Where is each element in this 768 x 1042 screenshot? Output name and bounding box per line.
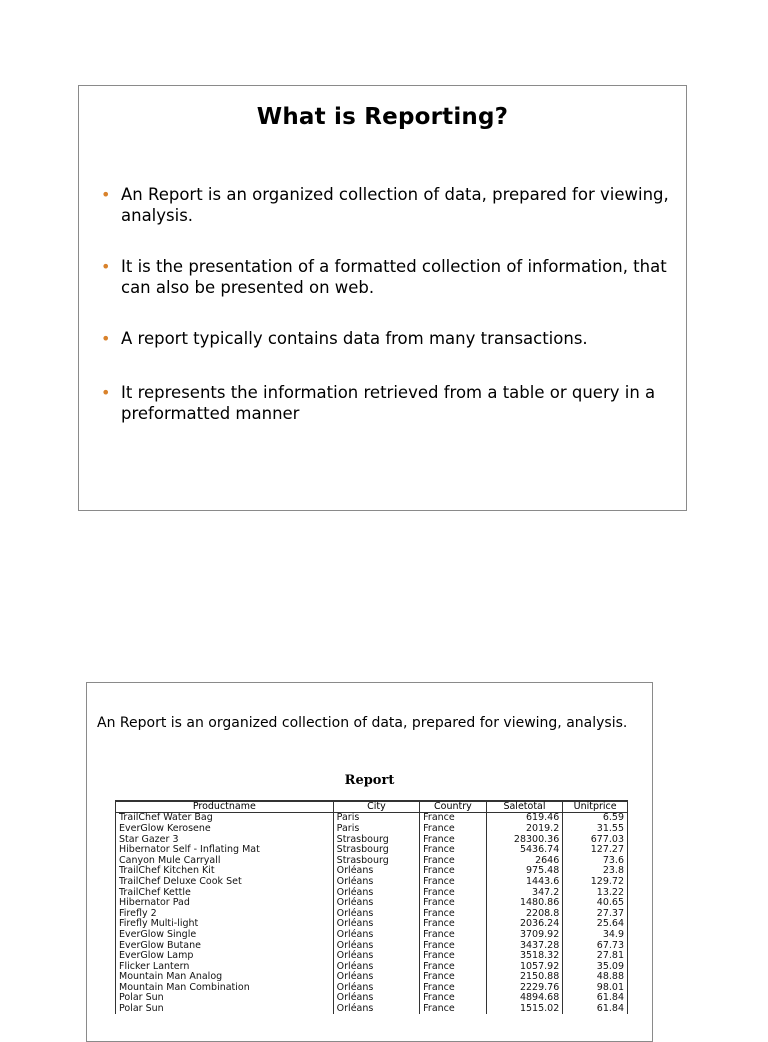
column-header: Unitprice [563, 801, 628, 813]
table-cell: 975.48 [486, 866, 563, 877]
column-header: Productname [116, 801, 334, 813]
table-cell: Strasbourg [333, 845, 419, 856]
table-cell: Canyon Mule Carryall [116, 855, 334, 866]
table-cell: 4894.68 [486, 993, 563, 1004]
bullet-text: A report typically contains data from many transactions. [121, 329, 588, 348]
table-cell: Mountain Man Combination [116, 983, 334, 994]
table-row [116, 845, 628, 856]
table-cell: 98.01 [563, 983, 628, 994]
table-cell: Strasbourg [333, 855, 419, 866]
table-cell: Orléans [333, 887, 419, 898]
table-cell: 5436.74 [486, 845, 563, 856]
table-cell: France [420, 824, 487, 835]
table-cell: France [420, 813, 487, 824]
table-cell: 2208.8 [486, 908, 563, 919]
table-cell: 48.88 [563, 972, 628, 983]
table-cell: 677.03 [563, 834, 628, 845]
table-cell: 127.27 [563, 845, 628, 856]
table-cell: France [420, 887, 487, 898]
bullet-icon: • [101, 329, 111, 348]
column-header: Saletotal [486, 801, 563, 813]
table-cell: Orléans [333, 930, 419, 941]
table-cell: 27.81 [563, 951, 628, 962]
table-cell: EverGlow Kerosene [116, 824, 334, 835]
table-cell: 23.8 [563, 866, 628, 877]
table-cell: 2150.88 [486, 972, 563, 983]
bullet-item [99, 382, 674, 424]
bullet-icon: • [101, 257, 111, 276]
table-cell: Polar Sun [116, 1004, 334, 1015]
table-cell: Orléans [333, 940, 419, 951]
table-cell: France [420, 972, 487, 983]
table-cell: France [420, 898, 487, 909]
table-cell: 1480.86 [486, 898, 563, 909]
table-cell: France [420, 930, 487, 941]
table-cell: EverGlow Butane [116, 940, 334, 951]
table-cell: TrailChef Water Bag [116, 813, 334, 824]
table-cell: Orléans [333, 972, 419, 983]
table-cell: 1515.02 [486, 1004, 563, 1015]
table-cell: 3437.28 [486, 940, 563, 951]
column-header: City [333, 801, 419, 813]
report-title: Report [344, 773, 395, 788]
table-cell: France [420, 919, 487, 930]
table-cell: Strasbourg [333, 834, 419, 845]
table-cell: Paris [333, 824, 419, 835]
slide [78, 85, 687, 511]
table-cell: EverGlow Single [116, 930, 334, 941]
bullet-text: It is the presentation of a formatted collection of information, that can also be presented on web. [121, 257, 667, 297]
table-cell: Firefly Multi-light [116, 919, 334, 930]
table-cell: France [420, 866, 487, 877]
table-cell: 347.2 [486, 887, 563, 898]
table-cell: 1443.6 [486, 877, 563, 888]
bullet-text: An Report is an organized collection of data, prepared for viewing, analysis. [121, 185, 669, 225]
table-cell: Star Gazer 3 [116, 834, 334, 845]
table-row [116, 919, 628, 930]
table-cell: 27.37 [563, 908, 628, 919]
table-row [116, 866, 628, 877]
table-cell: EverGlow Lamp [116, 951, 334, 962]
table-cell: Orléans [333, 1004, 419, 1015]
table-cell: Orléans [333, 961, 419, 972]
table-cell: France [420, 961, 487, 972]
table-cell: 619.46 [486, 813, 563, 824]
table-cell: 2646 [486, 855, 563, 866]
table-cell: 2019.2 [486, 824, 563, 835]
table-row [116, 930, 628, 941]
table-cell: 25.64 [563, 919, 628, 930]
table-cell: Orléans [333, 877, 419, 888]
bullet-list [99, 184, 674, 454]
table-cell: France [420, 877, 487, 888]
table-cell: France [420, 951, 487, 962]
doc-intro-text: An Report is an organized collection of data, prepared for viewing, analysis. [97, 715, 628, 731]
table-cell: 73.6 [563, 855, 628, 866]
bullet-item [99, 184, 674, 226]
table-cell: TrailChef Kitchen Kit [116, 866, 334, 877]
table-row [116, 972, 628, 983]
table-cell: Orléans [333, 951, 419, 962]
bullet-item [99, 328, 674, 349]
table-cell: France [420, 834, 487, 845]
table-cell: Hibernator Self - Inflating Mat [116, 845, 334, 856]
table-cell: Orléans [333, 983, 419, 994]
table-cell: France [420, 855, 487, 866]
table-cell: Mountain Man Analog [116, 972, 334, 983]
table-row [116, 824, 628, 835]
table-cell: France [420, 993, 487, 1004]
bullet-item [99, 256, 674, 298]
report-document [86, 682, 653, 1042]
table-row [116, 1004, 628, 1015]
table-cell: TrailChef Deluxe Cook Set [116, 877, 334, 888]
table-cell: 3709.92 [486, 930, 563, 941]
table-cell: Polar Sun [116, 993, 334, 1004]
table-cell: 3518.32 [486, 951, 563, 962]
table-row [116, 813, 628, 824]
report-table [115, 800, 628, 1014]
column-header: Country [420, 801, 487, 813]
table-cell: France [420, 983, 487, 994]
table-cell: Orléans [333, 993, 419, 1004]
report-body [116, 813, 628, 1015]
bullet-icon: • [101, 185, 111, 204]
table-row [116, 877, 628, 888]
table-cell: 35.09 [563, 961, 628, 972]
table-cell: 28300.36 [486, 834, 563, 845]
table-cell: Flicker Lantern [116, 961, 334, 972]
table-cell: TrailChef Kettle [116, 887, 334, 898]
table-cell: Paris [333, 813, 419, 824]
table-cell: 40.65 [563, 898, 628, 909]
table-cell: Orléans [333, 898, 419, 909]
table-cell: France [420, 908, 487, 919]
report-header-row [116, 801, 628, 813]
table-row [116, 951, 628, 962]
bullet-text: It represents the information retrieved from a table or query in a preformatted manner [121, 383, 656, 423]
table-cell: 2036.24 [486, 919, 563, 930]
table-cell: 2229.76 [486, 983, 563, 994]
table-cell: 34.9 [563, 930, 628, 941]
table-row [116, 898, 628, 909]
table-cell: Firefly 2 [116, 908, 334, 919]
table-cell: Hibernator Pad [116, 898, 334, 909]
table-cell: 6.59 [563, 813, 628, 824]
table-cell: France [420, 845, 487, 856]
table-cell: Orléans [333, 866, 419, 877]
table-cell: 67.73 [563, 940, 628, 951]
table-cell: 1057.92 [486, 961, 563, 972]
table-cell: France [420, 940, 487, 951]
table-cell: 61.84 [563, 993, 628, 1004]
table-cell: 61.84 [563, 1004, 628, 1015]
bullet-icon: • [101, 383, 111, 402]
table-cell: Orléans [333, 919, 419, 930]
slide-title: What is Reporting? [256, 104, 509, 130]
table-cell: 13.22 [563, 887, 628, 898]
table-cell: 129.72 [563, 877, 628, 888]
table-cell: 31.55 [563, 824, 628, 835]
table-cell: Orléans [333, 908, 419, 919]
table-cell: France [420, 1004, 487, 1015]
